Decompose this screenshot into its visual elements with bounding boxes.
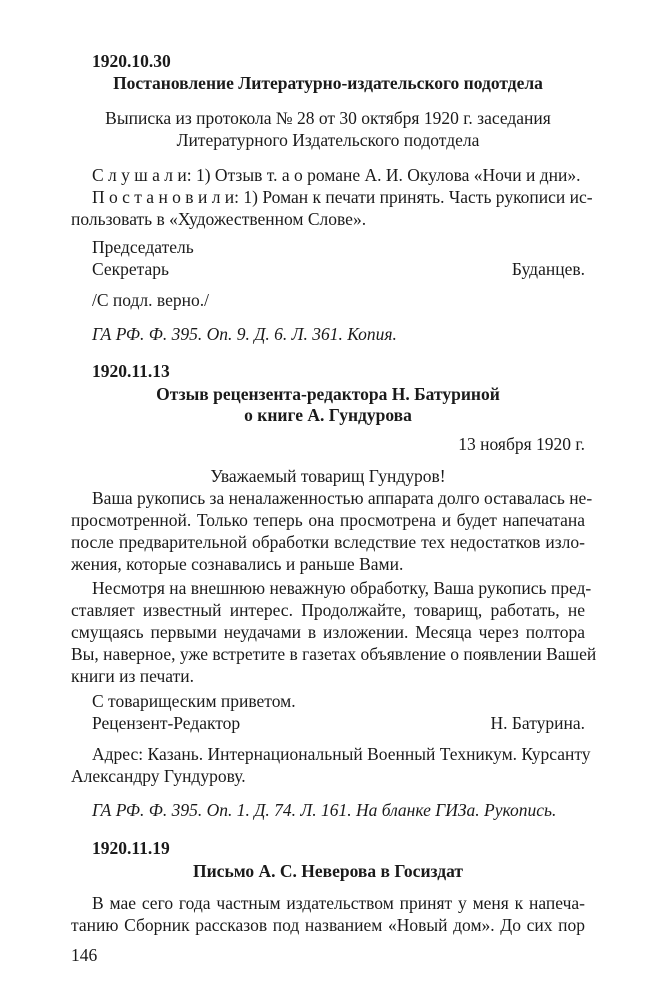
- doc3-para1-line2: танию Сборник рассказов под названием «Новый дом». До сих пор: [71, 915, 585, 935]
- doc1-certified: /С подл. верно./: [92, 290, 209, 310]
- doc3-date: 1920.11.19: [92, 838, 170, 858]
- doc1-extract-line1: Выписка из протокола № 28 от 30 октября 1920 г. заседания: [105, 108, 551, 128]
- doc1-resolved: [92, 186, 593, 208]
- doc1-title: Постановление Литературно-издательского подотдела: [113, 73, 543, 93]
- doc1-secretary-name: Буданцев.: [511, 259, 585, 279]
- line-text: Ваша рукопись за неналаженностью аппарата долго оставалась не-: [92, 488, 593, 508]
- doc2-letter-date: 13 ноября 1920 г.: [458, 434, 585, 454]
- doc2-date: 1920.11.13: [92, 361, 170, 381]
- doc2-para2-line4: Вы, наверное, уже встретите в газетах объявление о появлении Вашей: [71, 644, 597, 664]
- doc2-para1-line2: просмотренной. Только теперь она просмотрена и будет напечатана: [71, 510, 585, 530]
- doc2-para2-line2: ставляет известный интерес. Продолжайте, товарищ, работать, не: [71, 600, 585, 620]
- doc2-para1-line4: жения, которые сознавались и раньше Вами.: [71, 554, 404, 574]
- doc2-para1-line3: после предварительной обработки вследствие тех недостатков изло-: [71, 532, 585, 552]
- doc1-chairman: Председатель: [92, 237, 194, 257]
- doc2-closing: С товарищеским приветом.: [92, 691, 296, 711]
- doc2-title-line1: Отзыв рецензента-редактора Н. Батуриной: [156, 384, 500, 404]
- doc2-signer-row: [92, 712, 585, 734]
- doc1-extract-line2: Литературного Издательского подотдела: [176, 130, 480, 150]
- resolved-label: П о с т а н о в и л и:: [92, 187, 240, 207]
- doc1-resolved-cont: пользовать в «Художественном Слове».: [71, 209, 367, 229]
- doc2-source: ГА РФ. Ф. 395. Оп. 1. Д. 74. Л. 161. На бланке ГИЗа. Рукопись.: [92, 800, 557, 820]
- doc2-para2-line5: книги из печати.: [71, 666, 195, 686]
- doc1-source: ГА РФ. Ф. 395. Оп. 9. Д. 6. Л. 361. Копия.: [92, 324, 397, 344]
- doc1-secretary: Секретарь: [92, 259, 170, 279]
- doc1-heard: [92, 164, 581, 186]
- heard-text: 1) Отзыв т. а о романе А. И. Окулова «Ночи и дни».: [191, 165, 581, 185]
- doc2-title-line2: о книге А. Гундурова: [244, 405, 412, 425]
- doc2-signer-name: Н. Батурина.: [490, 713, 585, 733]
- heard-label: С л у ш а л и:: [92, 165, 192, 185]
- doc2-signer-role: Рецензент-Редактор: [92, 713, 241, 733]
- doc3-para1-line1: В мае сего года частным издательством принят у меня к напеча-: [92, 893, 585, 913]
- doc2-para2-line3: смущаясь первыми неудачами в изложении. Месяца через полтора: [71, 622, 585, 642]
- doc2-address-line1: Адрес: Казань. Интернациональный Военный Техникум. Курсанту: [92, 744, 591, 764]
- doc1-date: 1920.10.30: [92, 51, 171, 71]
- doc2-para2-line1: Несмотря на внешнюю неважную обработку, Ваша рукопись пред-: [92, 578, 592, 598]
- doc1-secretary-row: [92, 258, 585, 280]
- doc3-title: Письмо А. С. Неверова в Госиздат: [192, 861, 463, 881]
- resolved-text: 1) Роман к печати принять. Часть рукописи ис-: [239, 187, 593, 207]
- doc2-para1-line1: [92, 487, 593, 509]
- doc2-address-line2: Александру Гундурову.: [71, 766, 246, 786]
- page-number: 146: [71, 945, 98, 965]
- doc2-salutation: Уважаемый товарищ Гундуров!: [210, 466, 446, 486]
